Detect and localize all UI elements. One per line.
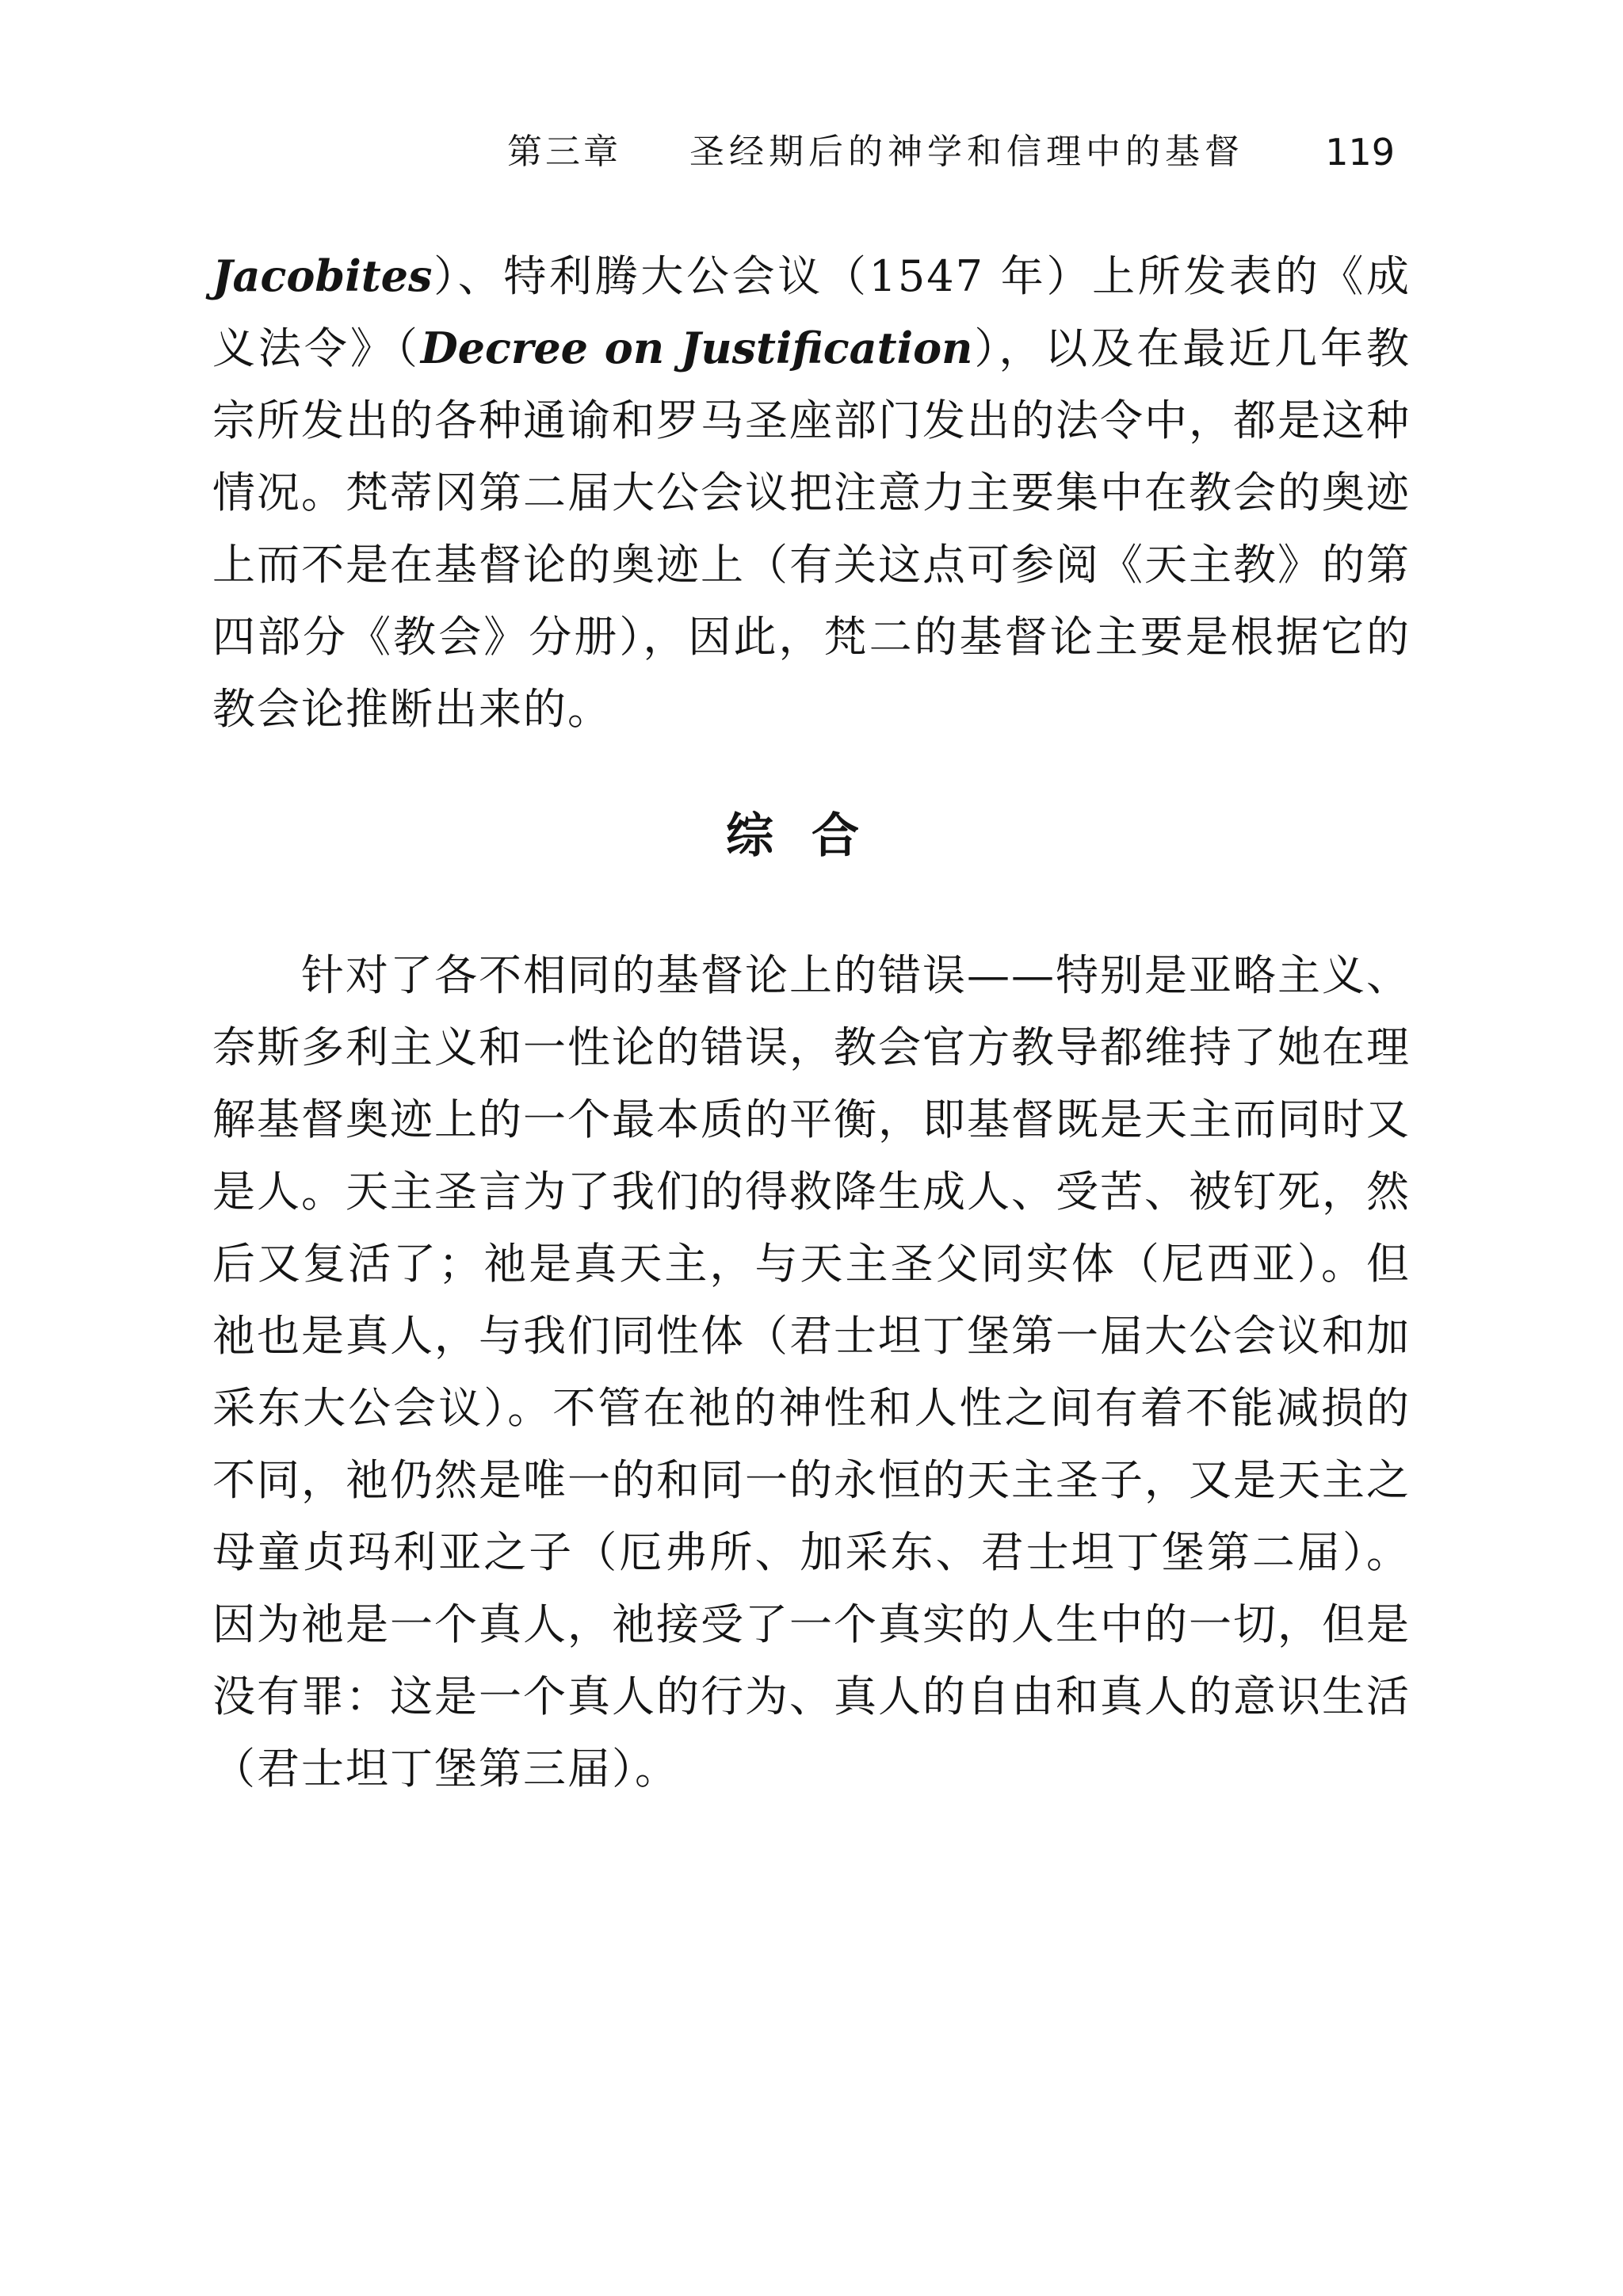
section-heading: 综合: [726, 808, 897, 864]
paragraph-continuation: [212, 240, 1411, 745]
chapter-label: 第三章: [507, 132, 621, 172]
paragraph-text: 针对了各不相同的基督论上的错误——特别是亚略主义、奈斯多利主义和一性论的错误，教会官方教导都维持了她在理解基督奥迹上的一个最本质的平衡，即基督既是天主而同时又是人。天主圣言为了我们的得救降生成人、受苦、被钉死，然后又复活了；祂是真天主，与天主圣父同实体（尼西亚）。但祂也是真人，与我们同性体（君士坦丁堡第一届大公会议和加采东大公会议）。不管在祂的神性和人性之间有着不能减损的不同，祂仍然是唯一的和同一的永恒的天主圣子，又是天主之母童贞玛利亚之子（厄弗所、加采东、君士坦丁堡第二届）。因为祂是一个真人，祂接受了一个真实的人生中的一切，但是没有罪：这是一个真人的行为、真人的自由和真人的意识生活（君士坦丁堡第三届）。: [212, 950, 1411, 1794]
paragraph-text-part1: ）、特利腾大公会议（1547 年）上所发表的《成义法令》（: [212, 251, 1411, 373]
page-number: 119: [1325, 131, 1395, 174]
chapter-title: 圣经期后的神学和信理中的基督: [689, 132, 1244, 172]
term-jacobites: Jacobites: [212, 250, 433, 301]
running-head: [507, 128, 1395, 176]
term-decree-on-justification: Decree on Justification: [420, 323, 973, 373]
paragraph-synthesis: [212, 939, 1411, 1805]
paragraph-text-part2: ），以及在最近几年教宗所发出的各种通谕和罗马圣座部门发出的法令中，都是这种情况。梵蒂冈第二届大公会议把注意力主要集中在教会的奥迹上而不是在基督论的奥迹上（有关这点可参阅《天主教》的第四部分《教会》分册），因此，梵二的基督论主要是根据它的教会论推断出来的。: [212, 323, 1411, 734]
